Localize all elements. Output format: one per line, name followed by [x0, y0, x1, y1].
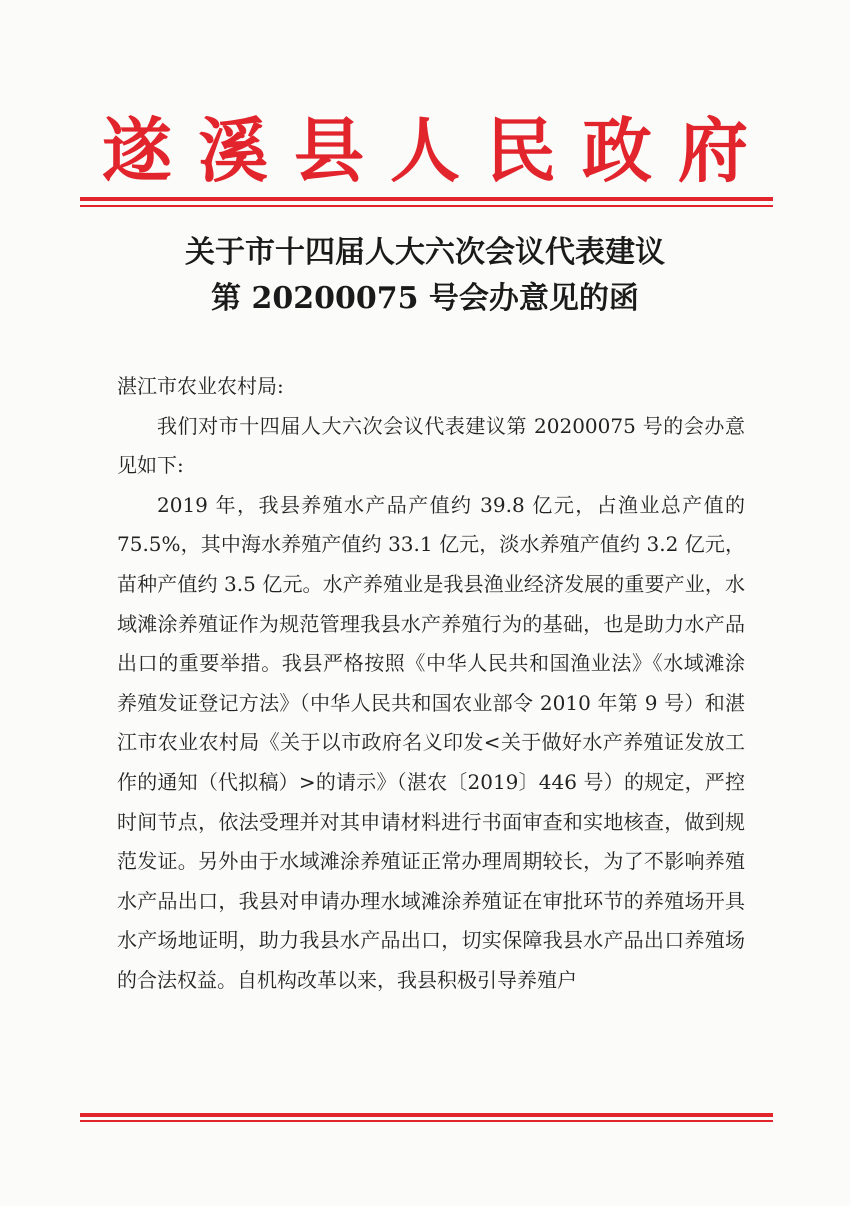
- document-title-line-2: 第 20200075 号会办意见的函: [211, 281, 639, 316]
- header-rule-thick: [80, 197, 773, 201]
- document-title: [0, 230, 850, 322]
- footer-rule-thin: [80, 1120, 773, 1122]
- document-title-line-1: 关于市十四届人大六次会议代表建议: [185, 235, 665, 270]
- salutation: 湛江市农业农村局:: [117, 374, 284, 398]
- body-paragraph: 我们对市十四届人大六次会议代表建议第 20200075 号的会办意见如下:: [117, 413, 745, 478]
- body-paragraph: 2019 年，我县养殖水产品产值约 39.8 亿元，占渔业总产值的 75.5%，其中海水养殖产值约 33.1 亿元，淡水养殖产值约 3.2 亿元，苗种产值约 3.5 亿元。水产养殖业是我县渔业经济发展的重要产业，水域滩涂养殖证作为规范管理我县水产养殖行为的基础，也是助力水产品出口的重要举措。我县严格按照《中华人民共和国渔业法》《水域滩涂养殖发证登记方法》（中华人民共和国农业部令 2010 年第 9 号）和湛江市农业农村局《关于以市政府名义印发<关于做好水产养殖证发放工作的通知（代拟稿）>的请示》（湛农〔2019〕446 号）的规定，严控时间节点，依法受理并对其申请材料进行书面审查和实地核查，做到规范发证。另外由于水域滩涂养殖证正常办理周期较长，为了不影响养殖水产品出口，我县对申请办理水域滩涂养殖证在审批环节的养殖场开具水产场地证明，助力我县水产品出口，切实保障我县水产品出口养殖场的合法权益。自机构改革以来，我县积极引导养殖户: [117, 492, 745, 992]
- org-header: 遂溪县人民政府: [102, 109, 774, 192]
- header-rule-thin: [80, 205, 773, 207]
- footer-rule-thick: [80, 1113, 773, 1117]
- document-body: [117, 367, 745, 1001]
